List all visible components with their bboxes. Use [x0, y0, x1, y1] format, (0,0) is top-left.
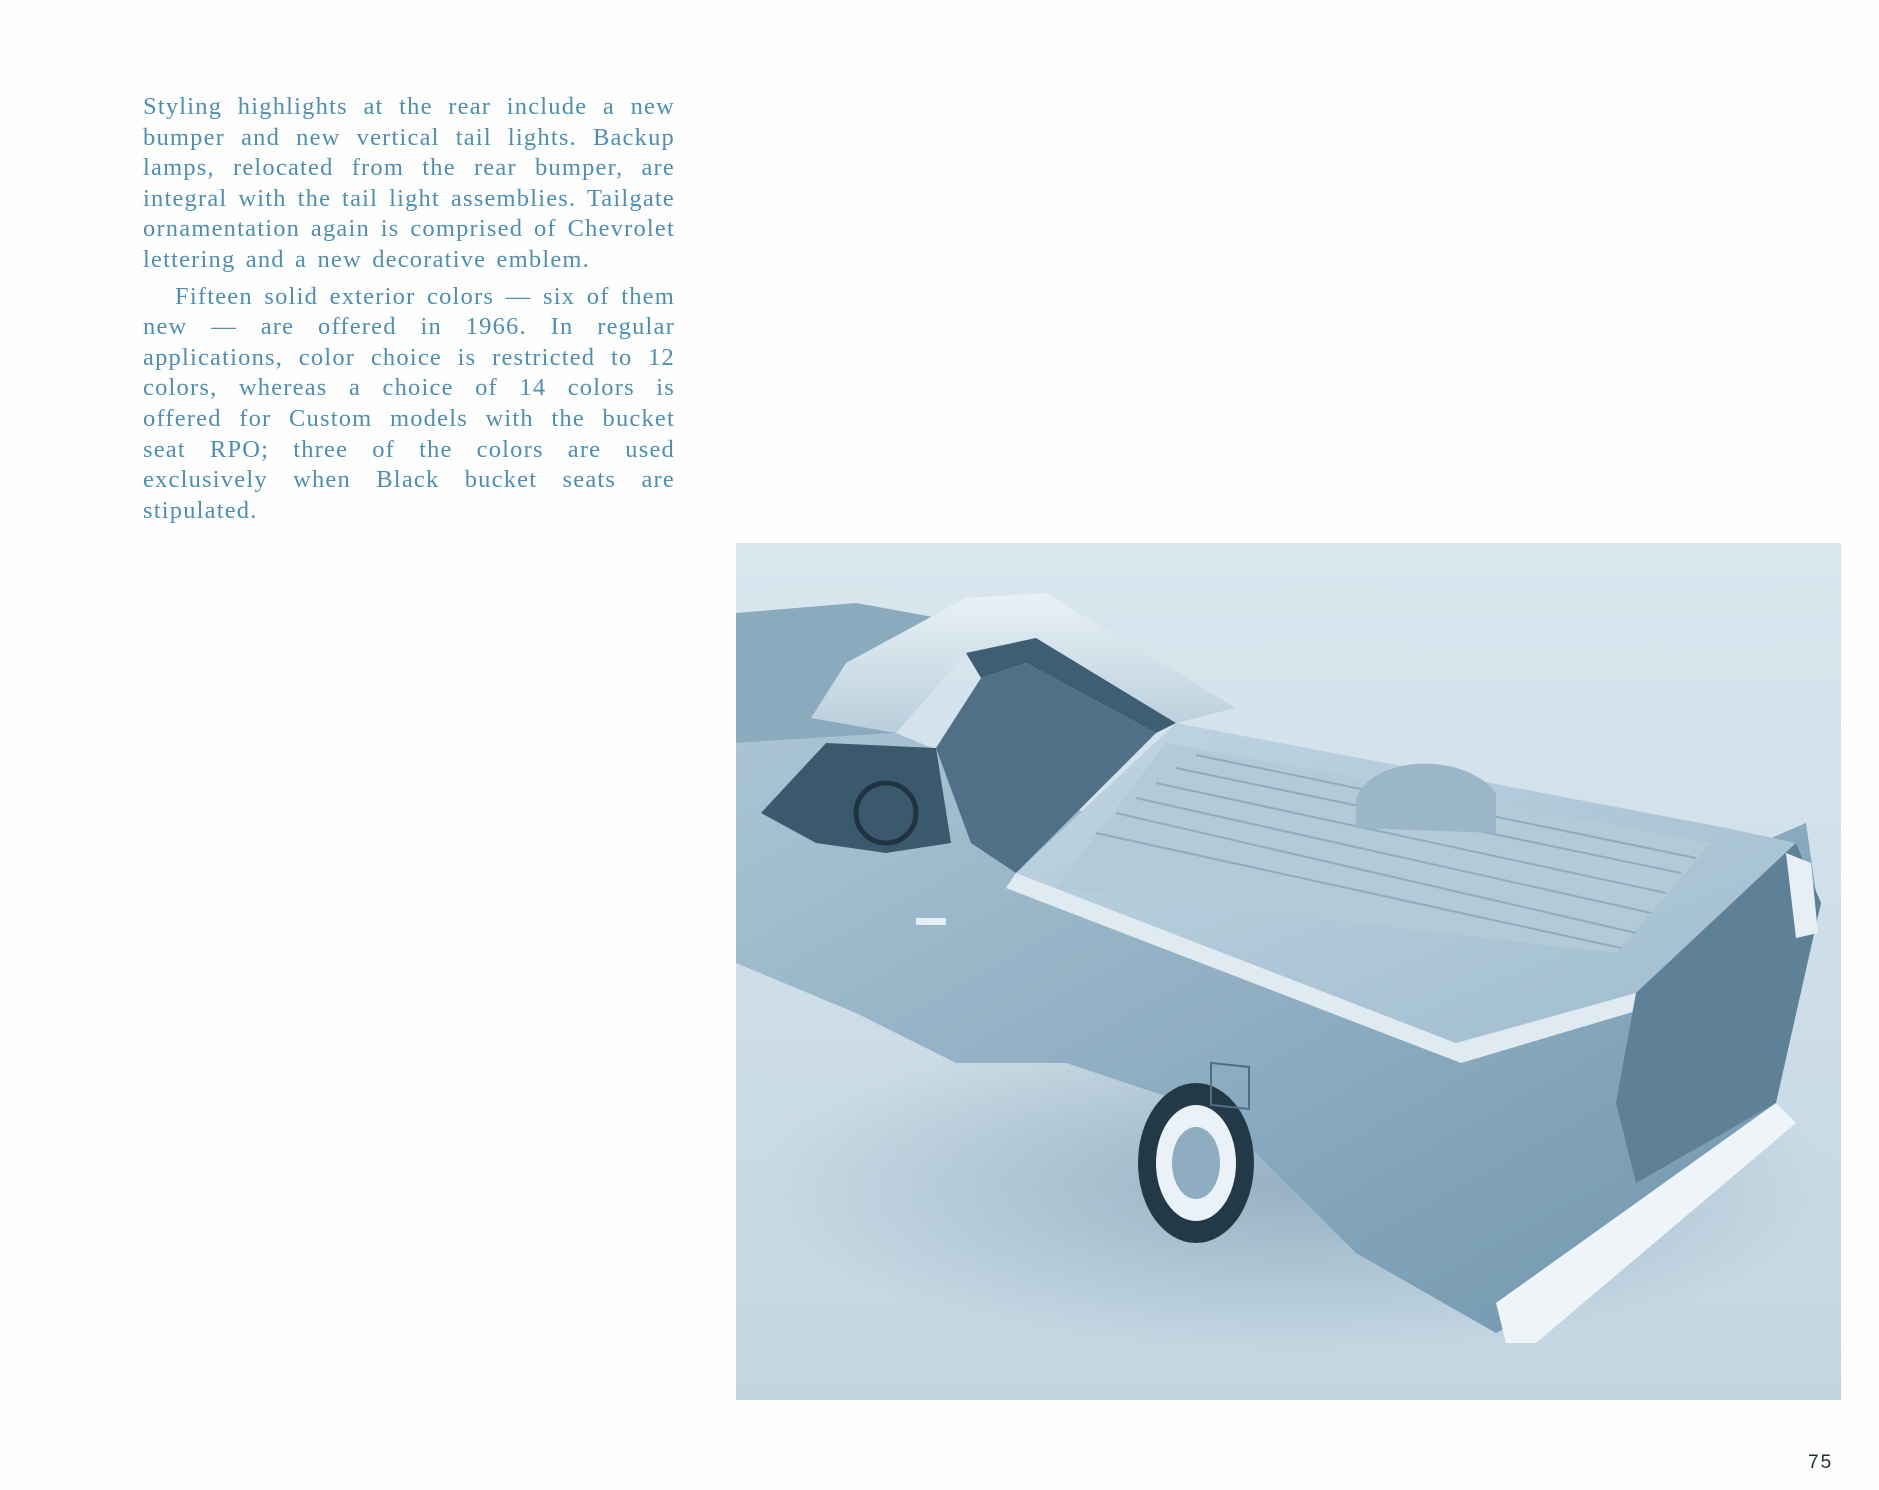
paragraph-exterior-colors: Fifteen solid exterior colors — six of them new — are offered in 1966. In regular applications, color choice is restricted to 12 colors, whereas a choice of 14 colors is offered for Custom models with the bucket seat RPO; three of the colors are used exclusively when Black bucket seats are stipulated. [143, 282, 675, 524]
truck-illustration [736, 543, 1841, 1400]
body-text [143, 92, 675, 526]
paragraph-rear-styling: Styling highlights at the rear include a new bumper and new vertical tail lights. Backup lamps, relocated from the rear bumper, are integral with the tail light assemblies. Tailgate ornamentation again is comprised of Chevrolet lettering and a new decorative emblem. [143, 93, 675, 273]
truck-photo [736, 543, 1841, 1400]
hubcap [1172, 1127, 1220, 1199]
door-handle [916, 918, 946, 925]
page-number: 75 [1808, 1452, 1834, 1473]
